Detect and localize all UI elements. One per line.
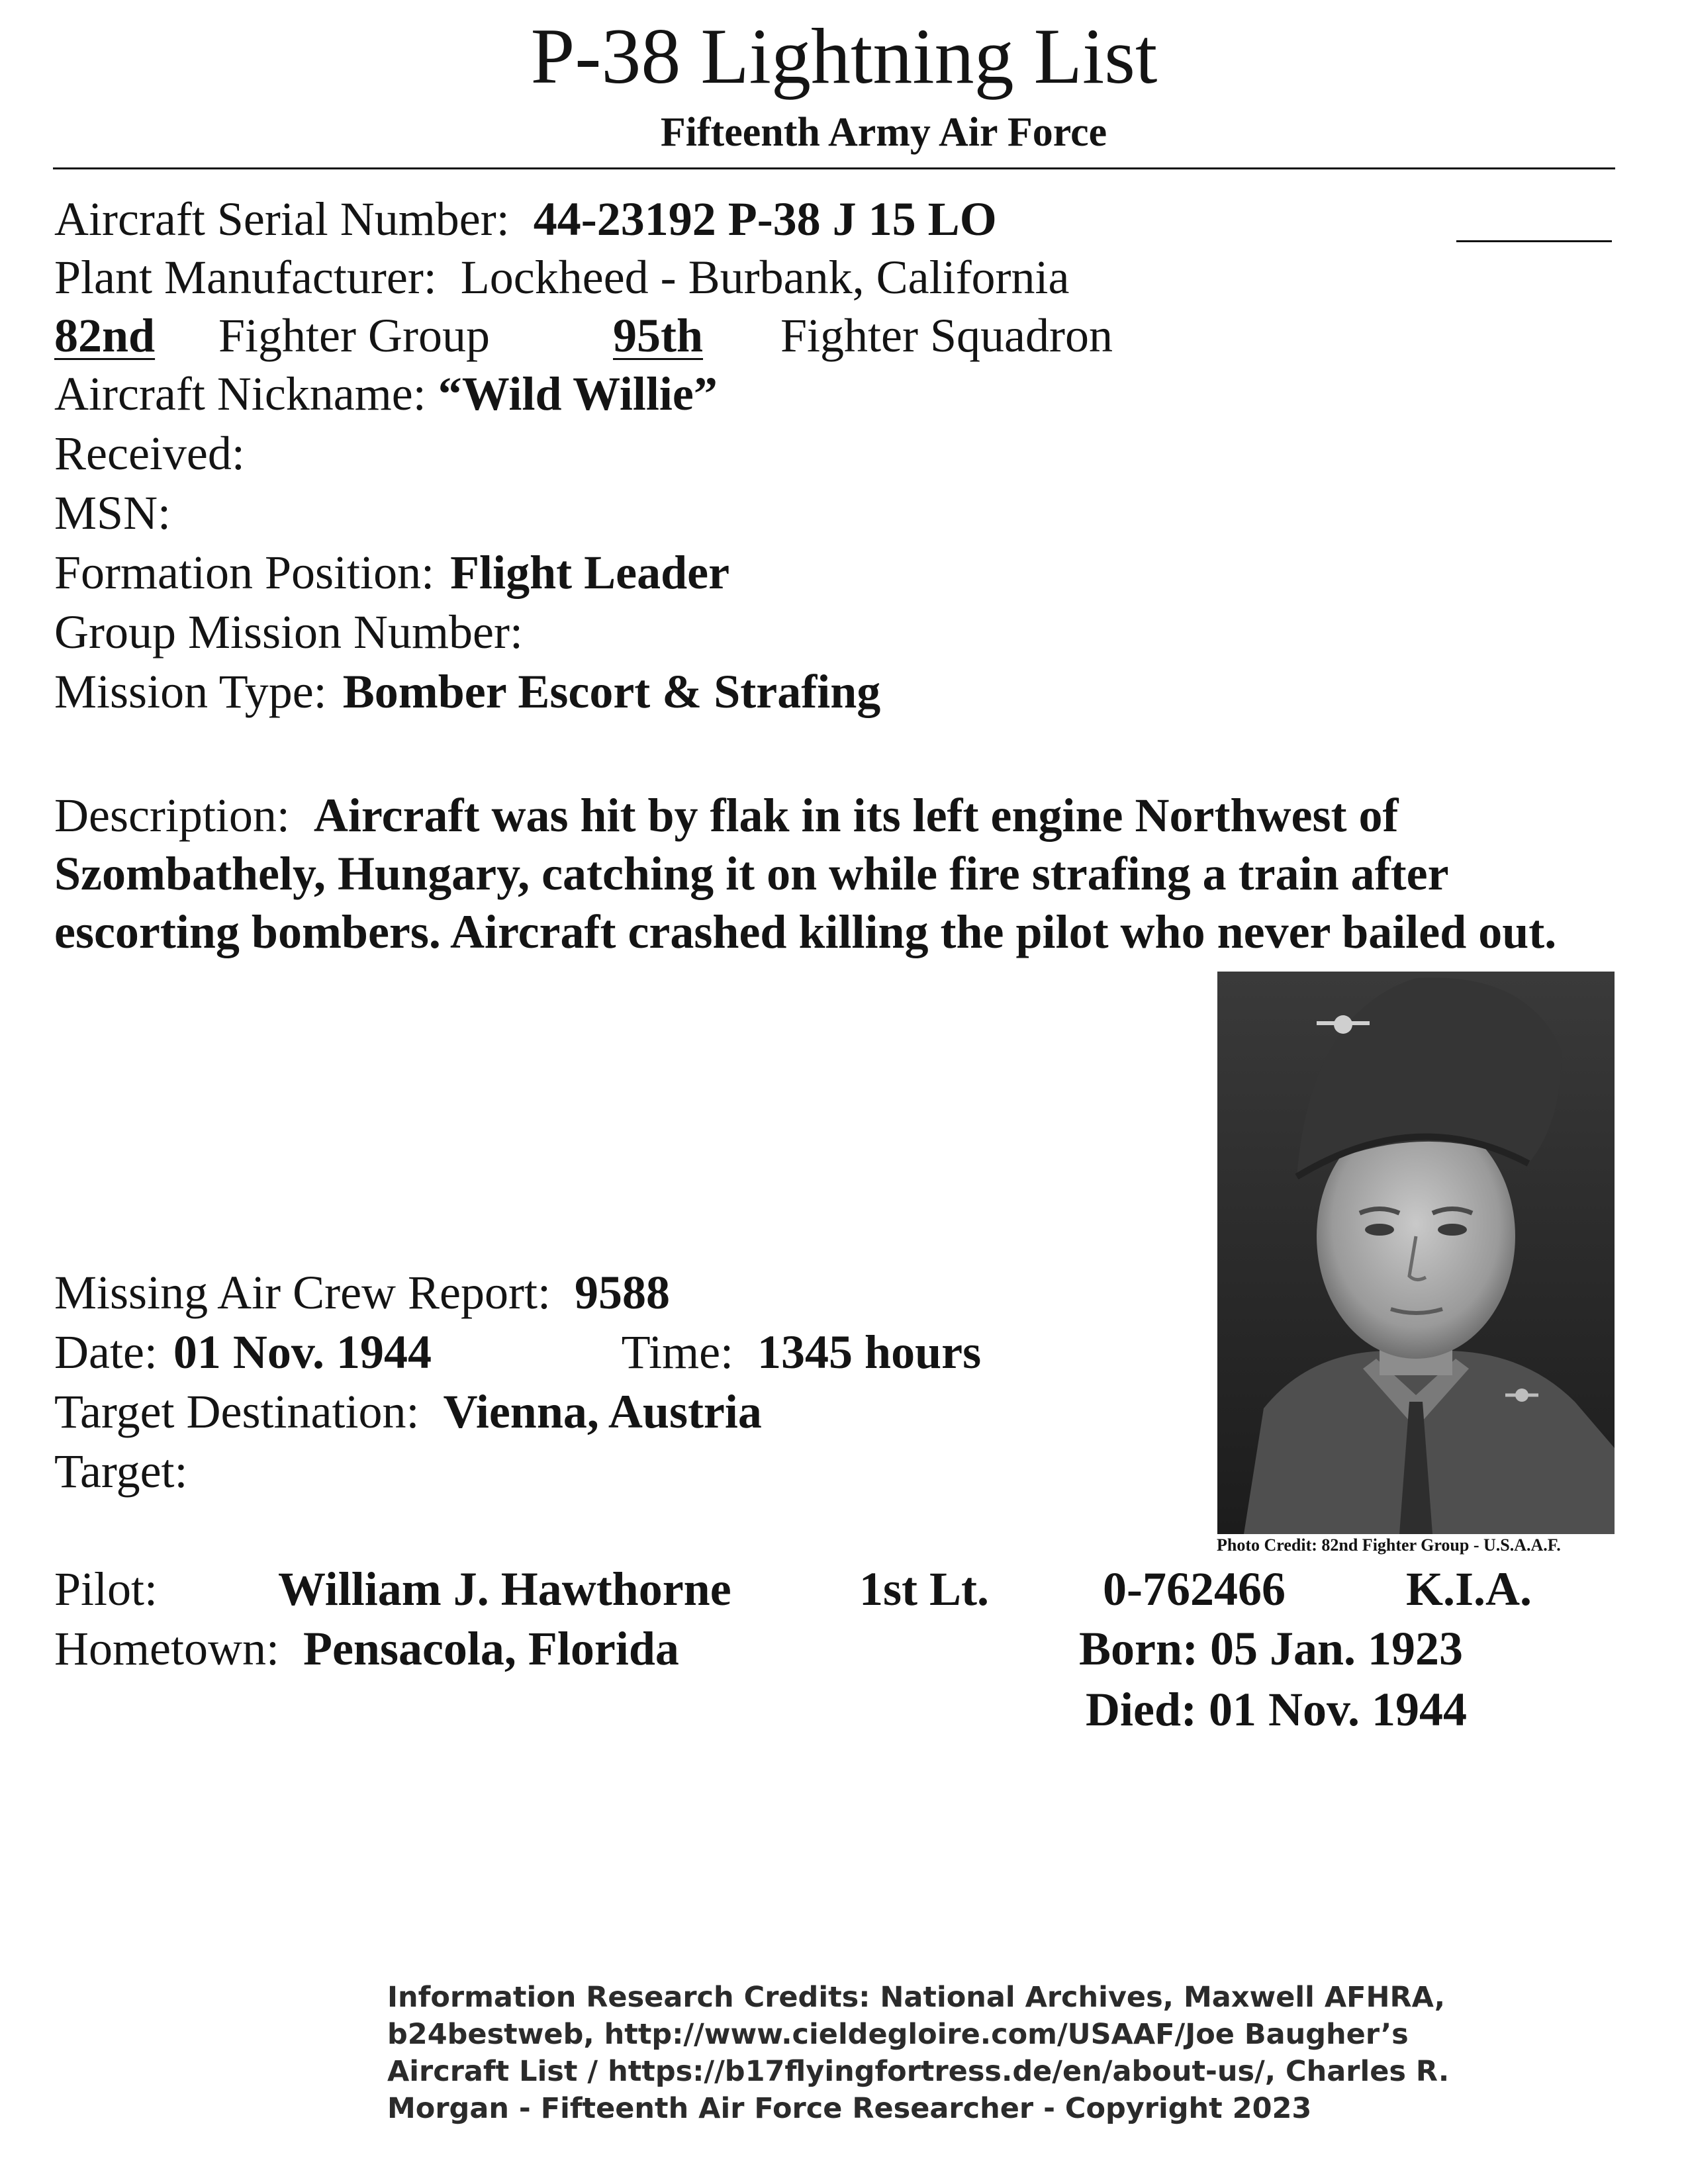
nickname-row (54, 365, 718, 422)
pilot-label: Pilot: (54, 1563, 158, 1615)
nickname-label: Aircraft Nickname: (54, 367, 426, 420)
description (54, 786, 1643, 961)
photo-credit: Photo Credit: 82nd Fighter Group - U.S.A.A.F. (1217, 1535, 1561, 1555)
manufacturer-label: Plant Manufacturer: (54, 251, 437, 304)
macr-label: Missing Air Crew Report: (54, 1266, 551, 1319)
page-title: P-38 Lightning List (530, 12, 1158, 100)
msn-label: MSN: (54, 486, 171, 539)
credits-line: Information Research Credits: National Archives, Maxwell AFHRA, (387, 1981, 1446, 2014)
date-label: Date: (54, 1326, 158, 1379)
pilot-died: Died: 01 Nov. 1944 (1086, 1683, 1467, 1736)
formation-label: Formation Position: (54, 546, 435, 599)
formation-value: Flight Leader (450, 546, 730, 599)
pilot-photo (1217, 972, 1615, 1534)
description-text: Aircraft was hit by flak in its left engine Northwest of Szombathely, Hungary, catching it on while fire strafing a train after escorting bombers. Aircraft crashed killing the pilot who never bailed out. (54, 789, 1557, 958)
credits-line: Aircraft List / https://b17flyingfortress.de/en/about-us/, Charles R. (387, 2055, 1450, 2088)
macr-value: 9588 (575, 1266, 670, 1319)
page-subtitle: Fifteenth Army Air Force (660, 110, 1107, 155)
squadron-label: Fighter Squadron (780, 309, 1113, 362)
group-value: 82nd (54, 309, 156, 362)
squadron-value: 95th (613, 309, 704, 362)
pilot-born: Born: 05 Jan. 1923 (1079, 1622, 1464, 1675)
group-label: Fighter Group (218, 309, 490, 362)
destination-value: Vienna, Austria (443, 1385, 762, 1438)
blank-entry-line (1456, 240, 1612, 242)
destination-label: Target Destination: (54, 1385, 420, 1438)
pilot-status: K.I.A. (1406, 1563, 1532, 1615)
destination-row (54, 1383, 762, 1440)
pilot-portrait-image (1217, 972, 1615, 1534)
hometown-label: Hometown: (54, 1622, 279, 1675)
received-label: Received: (54, 427, 245, 480)
research-credits (387, 1979, 1449, 2127)
hometown-row (54, 1620, 679, 1677)
credits-line: b24bestweb, http://www.cieldegloire.com/USAAF/Joe Baugher’s (387, 2018, 1409, 2051)
group-mission-label: Group Mission Number: (54, 606, 523, 659)
serial-label: Aircraft Serial Number: (54, 193, 510, 246)
mission-type-value: Bomber Escort & Strafing (342, 665, 881, 718)
mission-type-label: Mission Type: (54, 665, 327, 718)
macr-row (54, 1264, 670, 1321)
nickname-value: “Wild Willie” (438, 367, 718, 420)
pilot-rank: 1st Lt. (859, 1563, 989, 1615)
date-value: 01 Nov. 1944 (173, 1326, 432, 1379)
credits-line: Morgan - Fifteenth Air Force Researcher - Copyright 2023 (387, 2092, 1312, 2125)
description-label: Description: (54, 789, 290, 842)
date-time-row (54, 1324, 981, 1381)
target-label: Target: (54, 1445, 188, 1498)
hometown-value: Pensacola, Florida (303, 1622, 679, 1675)
pilot-row (54, 1561, 1532, 1617)
pilot-name: William J. Hawthorne (278, 1563, 731, 1615)
mission-type-row (54, 663, 880, 720)
manufacturer-row (54, 249, 1069, 306)
time-value: 1345 hours (757, 1326, 982, 1379)
serial-row (54, 191, 997, 248)
manufacturer-value: Lockheed - Burbank, California (460, 251, 1070, 304)
formation-row (54, 544, 729, 601)
group-squadron-row (54, 307, 1113, 364)
header-divider (53, 167, 1615, 169)
pilot-serial: 0-762466 (1103, 1563, 1286, 1615)
serial-value: 44-23192 P-38 J 15 LO (533, 193, 997, 246)
time-label: Time: (621, 1326, 734, 1379)
